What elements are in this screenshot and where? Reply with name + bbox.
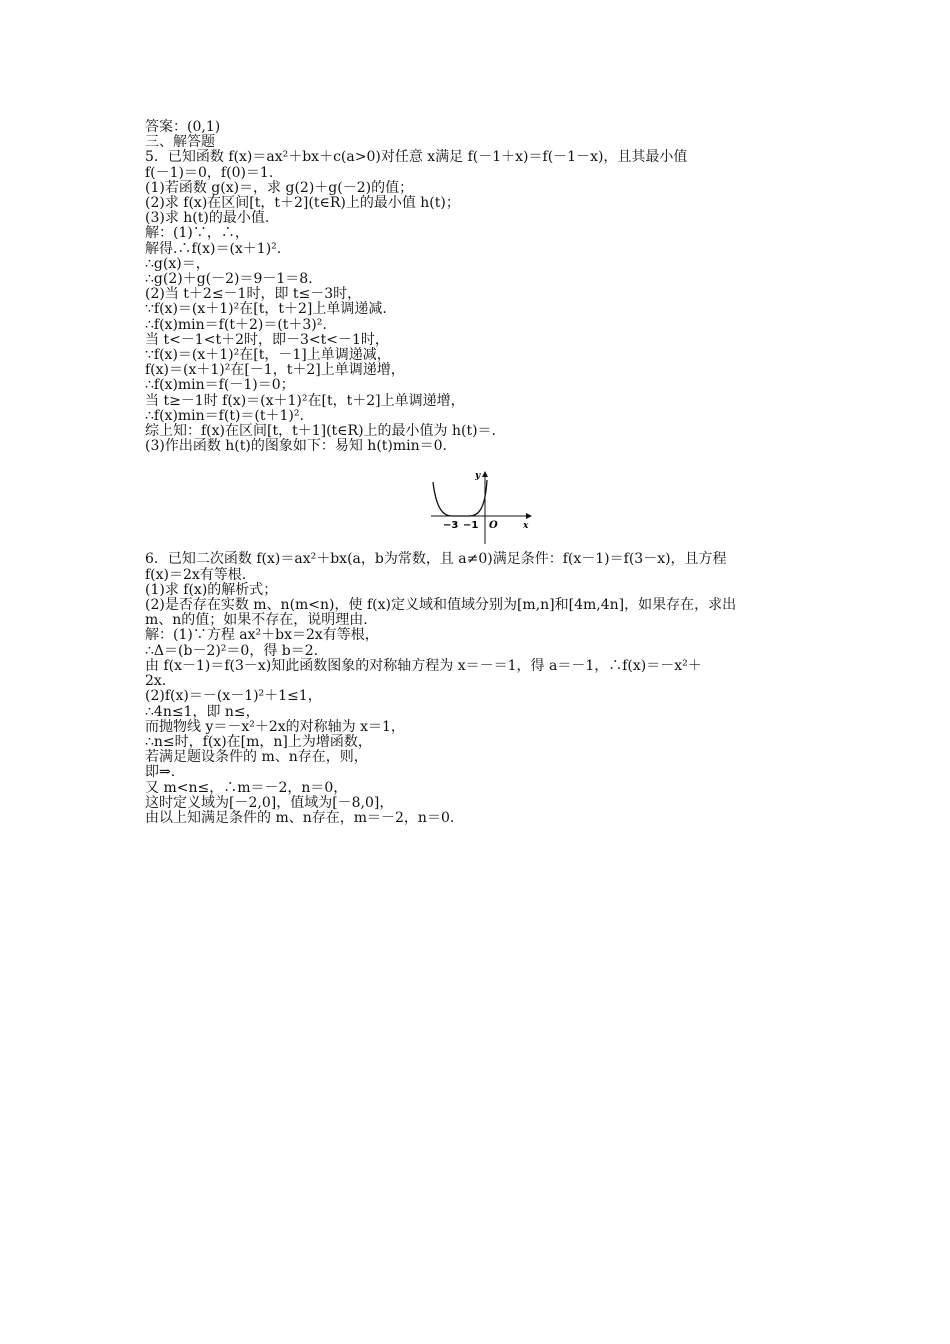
- text-line: 综上知：f(x)在区间[t，t＋1](t∈R)上的最小值为 h(t)＝.: [145, 423, 497, 440]
- document-page: [145, 120, 845, 826]
- problem-6-section: [145, 552, 845, 826]
- origin-label: O: [489, 520, 498, 532]
- text-line: (1)若函数 g(x)＝，求 g(2)＋g(－2)的值；: [145, 179, 414, 196]
- text-line: ∴f(x)min＝f(t＋2)＝(t＋3)².: [145, 316, 327, 333]
- text-line: ∴g(x)＝，: [145, 255, 210, 272]
- text-line: ∴f(x)min＝f(－1)＝0；: [145, 377, 295, 394]
- text-line: 解得.∴f(x)＝(x＋1)².: [145, 240, 282, 257]
- text-line: f(x)＝2x有等根.: [145, 566, 247, 583]
- text-line: (3)求 h(t)的最小值.: [145, 210, 270, 227]
- problem-6-statement: 6．已知二次函数 f(x)＝ax²＋bx(a，b为常数，且 a≠0)满足条件：f(x－1)＝f(3－x)，且方程: [145, 551, 727, 568]
- text-line: ∵f(x)＝(x＋1)²在[t，－1]上单调递减，: [145, 347, 391, 364]
- text-line: 2x.: [145, 673, 167, 690]
- text-line: f(x)＝(x＋1)²在[－1，t＋2]上单调递增，: [145, 362, 405, 379]
- x-axis-label: x: [523, 521, 529, 532]
- text-line: 由 f(x－1)＝f(3－x)知此函数图象的对称轴方程为 x＝－＝1，得 a＝－1，∴f(x)＝－x²＋: [145, 657, 702, 674]
- text-line: ∴g(2)＋g(－2)＝9－1＝8.: [145, 271, 313, 288]
- text-line: ∴4n≤1，即 n≤，: [145, 703, 260, 720]
- tick-label-neg3: −3: [443, 520, 459, 532]
- text-line: (2)f(x)＝－(x－1)²＋1≤1，: [145, 688, 322, 705]
- text-line: ∴n≤时，f(x)在[m，n]上为增函数，: [145, 733, 372, 750]
- text-line: 当 t<－1<t＋2时，即－3<t<－1时，: [145, 331, 389, 348]
- text-line: 又 m<n≤，∴m＝－2，n＝0，: [145, 779, 348, 796]
- text-line: (2)求 f(x)在区间[t，t＋2](t∈R)上的最小值 h(t)；: [145, 195, 460, 212]
- text-line: 解：(1)∵方程 ax²＋bx＝2x有等根，: [145, 627, 379, 644]
- text-line: (3)作出函数 h(t)的图象如下：易知 h(t)min＝0.: [145, 438, 447, 455]
- problem-5-statement: 5．已知函数 f(x)＝ax²＋bx＋c(a>0)对任意 x满足 f(－1＋x)＝f(－1－x)，且其最小值: [145, 149, 688, 166]
- text-line: 由以上知满足条件的 m、n存在，m＝－2，n＝0.: [145, 809, 455, 826]
- function-graph-figure: [145, 468, 845, 546]
- y-axis-label: y: [475, 471, 481, 482]
- text-line: 这时定义域为[－2,0]，值域为[－8,0]，: [145, 794, 394, 811]
- h-curve: [433, 480, 487, 516]
- text-line: 若满足题设条件的 m、n存在，则，: [145, 749, 368, 766]
- text-line: ∴Δ＝(b－2)²＝0，得 b＝2.: [145, 642, 319, 659]
- tick-label-neg1: −1: [463, 520, 479, 532]
- text-line: m、n的值；如果不存在，说明理由.: [145, 612, 368, 629]
- text-line: ∴f(x)min＝f(t)＝(t＋1)².: [145, 407, 304, 424]
- text-line: (1)求 f(x)的解析式；: [145, 581, 278, 598]
- problem-5-section: [145, 120, 845, 454]
- text-line: f(－1)＝0，f(0)＝1.: [145, 164, 274, 181]
- text-line: 即⇒.: [145, 764, 176, 781]
- text-line: (2)是否存在实数 m、n(m<n)，使 f(x)定义域和值域分别为[m,n]和[4m,4n]，如果存在，求出: [145, 597, 737, 614]
- text-line: 当 t≥－1时 f(x)＝(x＋1)²在[t，t＋2]上单调递增，: [145, 392, 465, 409]
- answer-line: 答案：(0,1): [145, 119, 221, 135]
- function-graph: [427, 468, 537, 546]
- text-line: 解：(1)∵，∴，: [145, 225, 249, 242]
- text-line: 而抛物线 y＝－x²＋2x的对称轴为 x＝1，: [145, 718, 405, 735]
- text-line: (2)当 t＋2≤－1时，即 t≤－3时，: [145, 286, 362, 303]
- section-heading: 三、解答题: [145, 134, 215, 151]
- text-line: ∵f(x)＝(x＋1)²在[t，t＋2]上单调递减.: [145, 301, 387, 318]
